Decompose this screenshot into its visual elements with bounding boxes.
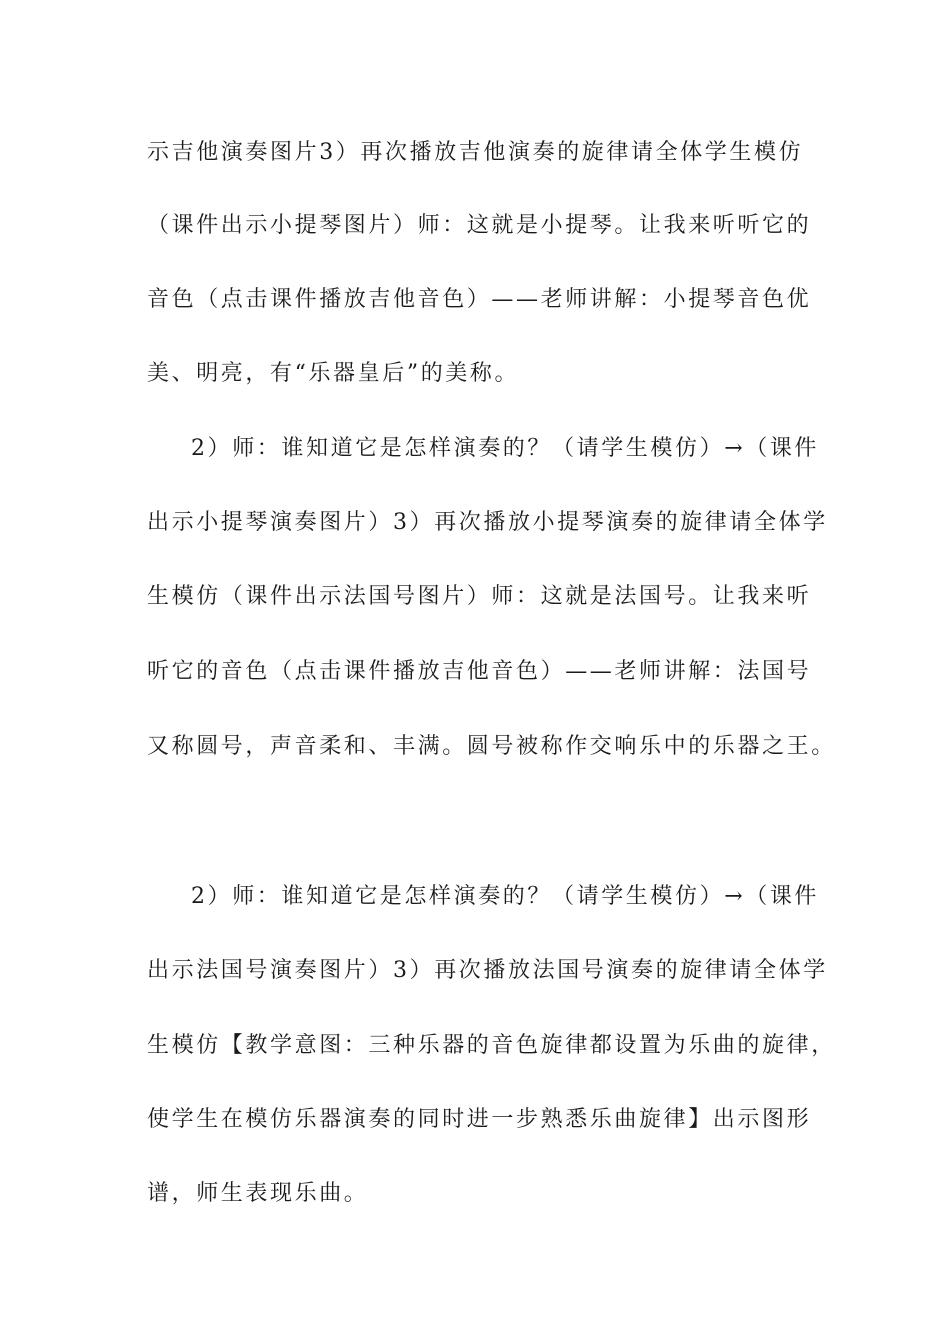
paragraph-line: 又称圆号，声音柔和、丰满。圆号被称作交响乐中的乐器之王。 <box>147 734 836 759</box>
paragraph-line: 美、明亮，有“乐器皇后”的美称。 <box>147 361 520 386</box>
paragraph-line: 2）师：谁知道它是怎样演奏的？（请学生模仿）→（课件 <box>191 436 820 461</box>
paragraph-line: 谱，师生表现乐曲。 <box>147 1181 369 1206</box>
paragraph-line: 示吉他演奏图片3）再次播放吉他演奏的旋律请全体学生模仿 <box>147 140 804 165</box>
paragraph-line: （课件出示小提琴图片）师：这就是小提琴。让我来听听它的 <box>147 213 812 238</box>
paragraph-line: 生模仿【教学意图：三种乐器的音色旋律都设置为乐曲的旋律， <box>147 1033 836 1058</box>
paragraph-line: 生模仿（课件出示法国号图片）师：这就是法国号。让我来听 <box>147 584 812 609</box>
paragraph-line: 听它的音色（点击课件播放吉他音色）——老师讲解：法国号 <box>147 659 812 684</box>
paragraph-line: 出示小提琴演奏图片）3）再次播放小提琴演奏的旋律请全体学 <box>147 510 828 535</box>
paragraph-line: 2）师：谁知道它是怎样演奏的？（请学生模仿）→（课件 <box>191 884 820 909</box>
paragraph-line: 出示法国号演奏图片）3）再次播放法国号演奏的旋律请全体学 <box>147 958 828 983</box>
paragraph-line: 使学生在模仿乐器演奏的同时进一步熟悉乐曲旋律】出示图形 <box>147 1107 812 1132</box>
paragraph-line: 音色（点击课件播放吉他音色）——老师讲解：小提琴音色优 <box>147 287 812 312</box>
